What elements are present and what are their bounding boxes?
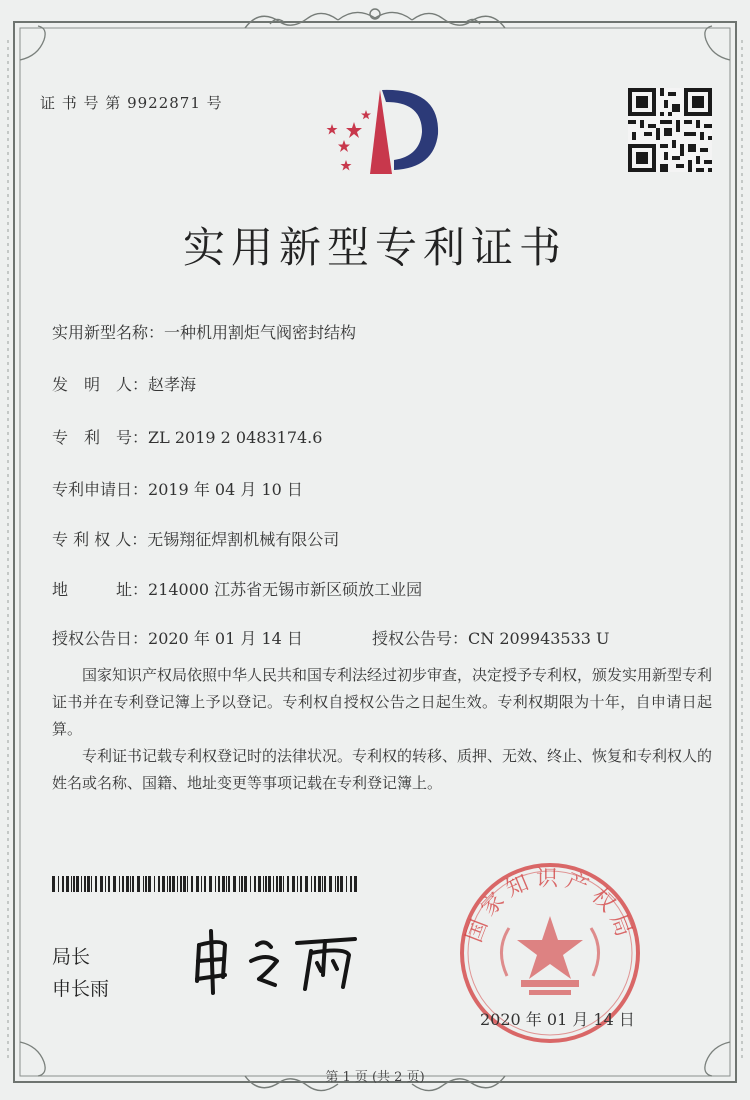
field-label: 授权公告日：	[52, 629, 149, 648]
barcode-bar	[311, 876, 312, 892]
barcode-bar	[167, 876, 168, 892]
barcode-bar	[283, 876, 284, 892]
barcode-bar	[84, 876, 86, 892]
barcode-bar	[154, 876, 155, 892]
barcode-bar	[239, 876, 240, 892]
barcode-bar	[162, 876, 165, 892]
barcode-bar	[279, 876, 282, 892]
barcode-bar	[263, 876, 264, 892]
field-utility-model-name	[52, 320, 356, 343]
barcode-bar	[322, 876, 323, 892]
barcode-bar	[191, 876, 193, 892]
field-value: ZL 2019 2 0483174.6	[148, 428, 323, 447]
barcode-bar	[177, 876, 178, 892]
page-number: 第 1 页 (共 2 页)	[325, 1070, 425, 1085]
field-value: 214000 江苏省无锡市新区硕放工业园	[148, 580, 423, 599]
barcode-bar	[297, 876, 298, 892]
barcode-bar	[268, 876, 271, 892]
field-grant-number	[372, 626, 610, 649]
barcode-bar	[158, 876, 160, 892]
barcode-bar	[95, 876, 97, 892]
field-label: 专 利 号：	[52, 428, 149, 447]
field-label: 专 利 权 人：	[52, 530, 148, 549]
barcode-bar	[244, 876, 247, 892]
barcode-bar	[215, 876, 216, 892]
barcode-bar	[300, 876, 302, 892]
barcode-bar	[233, 876, 236, 892]
barcode-bar	[58, 876, 59, 892]
field-address	[52, 577, 422, 600]
barcode-bar	[222, 876, 225, 892]
signatory-title: 局长	[52, 946, 91, 968]
barcode-bar	[119, 876, 120, 892]
barcode-bar	[122, 876, 124, 892]
issue-date: 2020 年 01 月 14 日	[480, 1010, 635, 1029]
body-paragraph-2: 专利证书记载专利权登记时的法律状况。专利权的转移、质押、无效、终止、恢复和专利权人的姓名或名称、国籍、地址变更等事项记载在专利登记簿上。	[52, 747, 713, 792]
barcode-bar	[314, 876, 316, 892]
barcode-bar	[350, 876, 352, 892]
barcode-bar	[305, 876, 308, 892]
barcode-bar	[254, 876, 256, 892]
barcode-bar	[340, 876, 343, 892]
barcode-bar	[226, 876, 227, 892]
barcode-bar	[126, 876, 129, 892]
field-patentee	[52, 527, 339, 550]
barcode-bar	[132, 876, 134, 892]
field-label: 发 明 人：	[52, 375, 149, 394]
barcode-bar	[87, 876, 90, 892]
barcode-bar	[137, 876, 140, 892]
barcode-bar	[91, 876, 92, 892]
barcode-bar	[292, 876, 295, 892]
barcode-bar	[241, 876, 243, 892]
barcode-bar	[346, 876, 347, 892]
barcode-bar	[100, 876, 103, 892]
field-inventor	[52, 372, 196, 395]
barcode-bar	[183, 876, 186, 892]
barcode-bar	[324, 876, 326, 892]
field-label: 专利申请日：	[52, 480, 149, 499]
barcode-bar	[130, 876, 131, 892]
barcode-bar	[273, 876, 274, 892]
barcode-bar	[318, 876, 321, 892]
barcode	[52, 876, 362, 892]
barcode-bar	[62, 876, 64, 892]
barcode-bar	[52, 876, 55, 892]
field-value: 2019 年 04 月 10 日	[148, 480, 303, 499]
barcode-bar	[148, 876, 151, 892]
barcode-bar	[66, 876, 69, 892]
barcode-bar	[187, 876, 188, 892]
barcode-bar	[287, 876, 289, 892]
field-label: 实用新型名称：	[52, 323, 165, 342]
field-label: 授权公告号：	[372, 629, 469, 648]
barcode-bar	[196, 876, 199, 892]
barcode-bar	[145, 876, 147, 892]
field-value: 2020 年 01 月 14 日	[148, 629, 303, 648]
barcode-bar	[337, 876, 339, 892]
field-value: CN 209943533 U	[468, 629, 610, 648]
barcode-bar	[105, 876, 106, 892]
certificate-title: 实用新型专利证书	[182, 223, 567, 272]
field-value: 赵孝海	[148, 375, 197, 394]
barcode-bar	[209, 876, 212, 892]
barcode-bar	[329, 876, 332, 892]
barcode-bar	[335, 876, 336, 892]
barcode-bar	[113, 876, 116, 892]
barcode-bar	[250, 876, 251, 892]
field-value: 一种机用割炬气阀密封结构	[164, 323, 357, 342]
field-patent-number	[52, 425, 322, 448]
barcode-bar	[81, 876, 82, 892]
barcode-bar	[73, 876, 75, 892]
barcode-bar	[143, 876, 144, 892]
barcode-bar	[76, 876, 79, 892]
barcode-bar	[218, 876, 220, 892]
barcode-bar	[204, 876, 206, 892]
barcode-bar	[228, 876, 230, 892]
field-filing-date	[52, 477, 303, 500]
barcode-bar	[180, 876, 182, 892]
barcode-bar	[169, 876, 171, 892]
barcode-bar	[258, 876, 261, 892]
handwritten-signature	[185, 925, 375, 995]
barcode-bar	[71, 876, 72, 892]
barcode-bar	[354, 876, 357, 892]
barcode-bar	[201, 876, 202, 892]
field-label: 地 址：	[52, 580, 149, 599]
signatory-name: 申长雨	[52, 978, 110, 1000]
certificate-body	[52, 662, 712, 797]
cnipa-logo-icon	[308, 82, 448, 182]
seal-text: 国家知识产权局	[461, 866, 639, 946]
qr-code	[628, 88, 712, 172]
barcode-bar	[172, 876, 175, 892]
certificate-number: 证 书 号 第 9922871 号	[40, 94, 223, 112]
barcode-bar	[108, 876, 110, 892]
barcode-bar	[276, 876, 278, 892]
body-paragraph-1: 国家知识产权局依照中华人民共和国专利法经过初步审查，决定授予专利权，颁发实用新型专利证书并在专利登记簿上予以登记。专利权自授权公告之日起生效。专利权期限为十年，自申请日起算。	[52, 666, 713, 738]
field-value: 无锡翔征焊割机械有限公司	[147, 530, 340, 549]
barcode-bar	[265, 876, 267, 892]
field-grant-date	[52, 626, 303, 649]
